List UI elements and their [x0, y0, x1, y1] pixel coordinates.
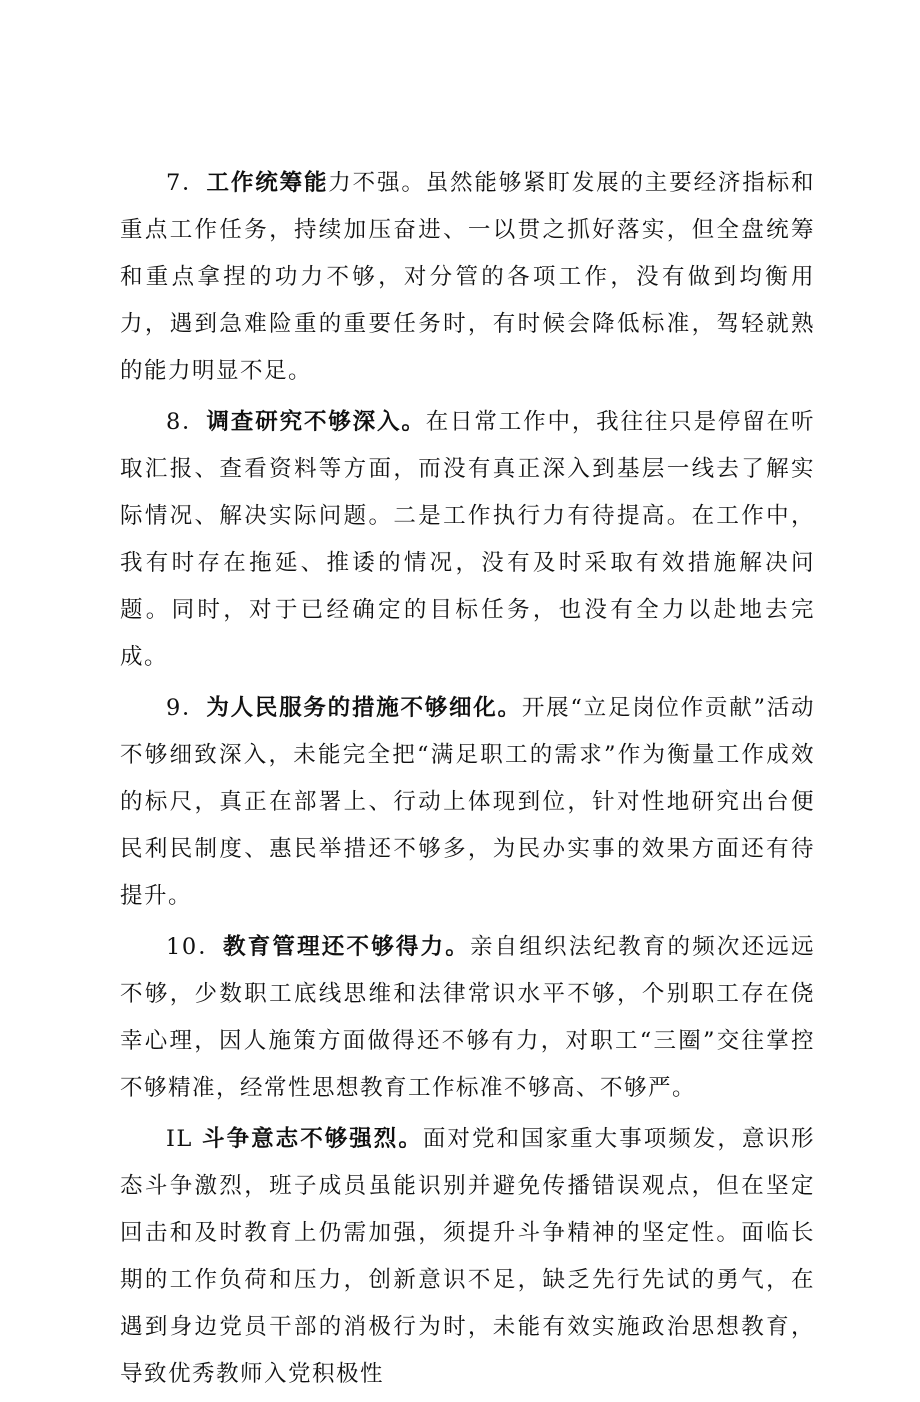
item-heading: 调查研究不够深入。 [206, 409, 426, 435]
item-number: 9． [166, 695, 207, 721]
item-heading: 为人民服务的措施不够细化。 [206, 695, 522, 721]
paragraph-10 [120, 924, 815, 1112]
paragraph-7 [120, 160, 815, 395]
item-heading: 斗争意志不够强烈。 [202, 1126, 423, 1152]
item-number: 10． [166, 934, 224, 960]
item-body: 亲自组织法纪教育的频次还远远不够，少数职工底线思维和法律常识水平不够，个别职工存在侥幸心理，因人施策方面做得还不够有力，对职工“三圈”交往掌控不够精准，经常性思想教育工作标准不够高、不够严。 [120, 934, 815, 1101]
item-heading: 教育管理还不够得力。 [223, 934, 470, 960]
item-number: 7． [166, 170, 207, 196]
item-body: 面对党和国家重大事项频发，意识形态斗争激烈，班子成员虽能识别并避免传播错误观点，但在坚定回击和及时教育上仍需加强，须提升斗争精神的坚定性。面临长期的工作负荷和压力，创新意识不足，缺乏先行先试的勇气，在遇到身边党员干部的消极行为时，未能有效实施政治思想教育，导致优秀教师入党积极性 [120, 1126, 815, 1387]
item-body: 开展“立足岗位作贡献”活动不够细致深入，未能完全把“满足职工的需求”作为衡量工作成效的标尺，真正在部署上、行动上体现到位，针对性地研究出台便民利民制度、惠民举措还不够多，为民办实事的效果方面还有待提升。 [120, 695, 815, 909]
document-page [120, 160, 815, 1402]
item-body: 在日常工作中，我往往只是停留在听取汇报、查看资料等方面，而没有真正深入到基层一线去了解实际情况、解决实际问题。二是工作执行力有待提高。在工作中，我有时存在拖延、推诿的情况，没有及时采取有效措施解决问题。同时，对于已经确定的目标任务，也没有全力以赴地去完成。 [120, 409, 815, 670]
paragraph-9 [120, 685, 815, 920]
item-number: IL [166, 1126, 203, 1152]
paragraph-8 [120, 399, 815, 681]
item-body: 力不强。虽然能够紧盯发展的主要经济指标和重点工作任务，持续加压奋进、一以贯之抓好落实，但全盘统筹和重点拿捏的功力不够，对分管的各项工作，没有做到均衡用力，遇到急难险重的重要任务时，有时候会降低标准，驾轻就熟的能力明显不足。 [120, 170, 815, 384]
paragraph-11 [120, 1116, 815, 1398]
item-number: 8． [166, 409, 207, 435]
item-heading: 工作统筹能 [206, 170, 329, 196]
